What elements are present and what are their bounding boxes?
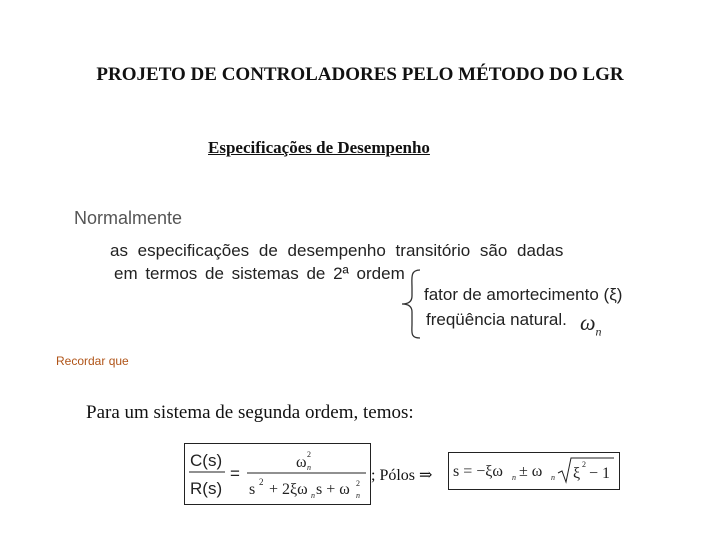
rhs-den-s-sup: 2	[259, 477, 264, 487]
rhs-den-term3-sup: 2	[356, 479, 360, 488]
rhs-den-s: s	[249, 481, 256, 498]
spec-line-1: as especificações de desempenho transitório são dadas	[110, 241, 564, 260]
rhs-numerator-sub: n	[307, 463, 311, 472]
natural-frequency-item: freqüência natural.	[426, 310, 567, 329]
pole-plus-minus: ± ω	[519, 463, 543, 480]
equals-sign: =	[230, 464, 240, 483]
normalmente-heading: Normalmente	[74, 208, 183, 228]
rhs-numerator-omega: ω	[296, 454, 307, 471]
curly-brace-icon	[396, 268, 426, 340]
pole-radicand: ξ	[573, 465, 581, 482]
poles-formula	[448, 452, 618, 488]
second-order-intro: Para um sistema de segunda ordem, temos:	[86, 402, 414, 423]
pole-lhs: s = −ξω	[453, 463, 503, 480]
rhs-numerator-sup: 2	[307, 450, 311, 459]
omega-n-symbol	[580, 310, 602, 339]
spec-line-2: em termos de sistemas de 2ª ordem	[114, 264, 405, 283]
omega-glyph: ω	[580, 310, 596, 335]
pole-radicand-sup: 2	[582, 460, 586, 469]
section-subtitle: Especificações de Desempenho	[208, 138, 430, 157]
pole-minus-one: − 1	[589, 465, 611, 482]
omega-subscript: n	[595, 324, 602, 339]
rhs-den-term2-sub: n	[311, 491, 315, 500]
poles-label: ; Pólos ⇒	[371, 467, 433, 484]
damping-factor-item: fator de amortecimento (ξ)	[424, 285, 623, 304]
recordar-note: Recordar que	[56, 354, 129, 368]
rhs-den-term2: + 2ξω	[269, 481, 308, 498]
rhs-den-term3-sub: n	[356, 491, 360, 500]
lhs-denominator: R(s)	[190, 479, 223, 498]
rhs-den-term3: s + ω	[316, 481, 350, 498]
lhs-numerator: C(s)	[190, 451, 223, 470]
transfer-function-formula	[184, 443, 369, 503]
page-title: PROJETO DE CONTROLADORES PELO MÉTODO DO LGR	[96, 64, 624, 85]
pole-lhs-sub: n	[512, 473, 516, 482]
pole-pm-sub: n	[551, 473, 555, 482]
